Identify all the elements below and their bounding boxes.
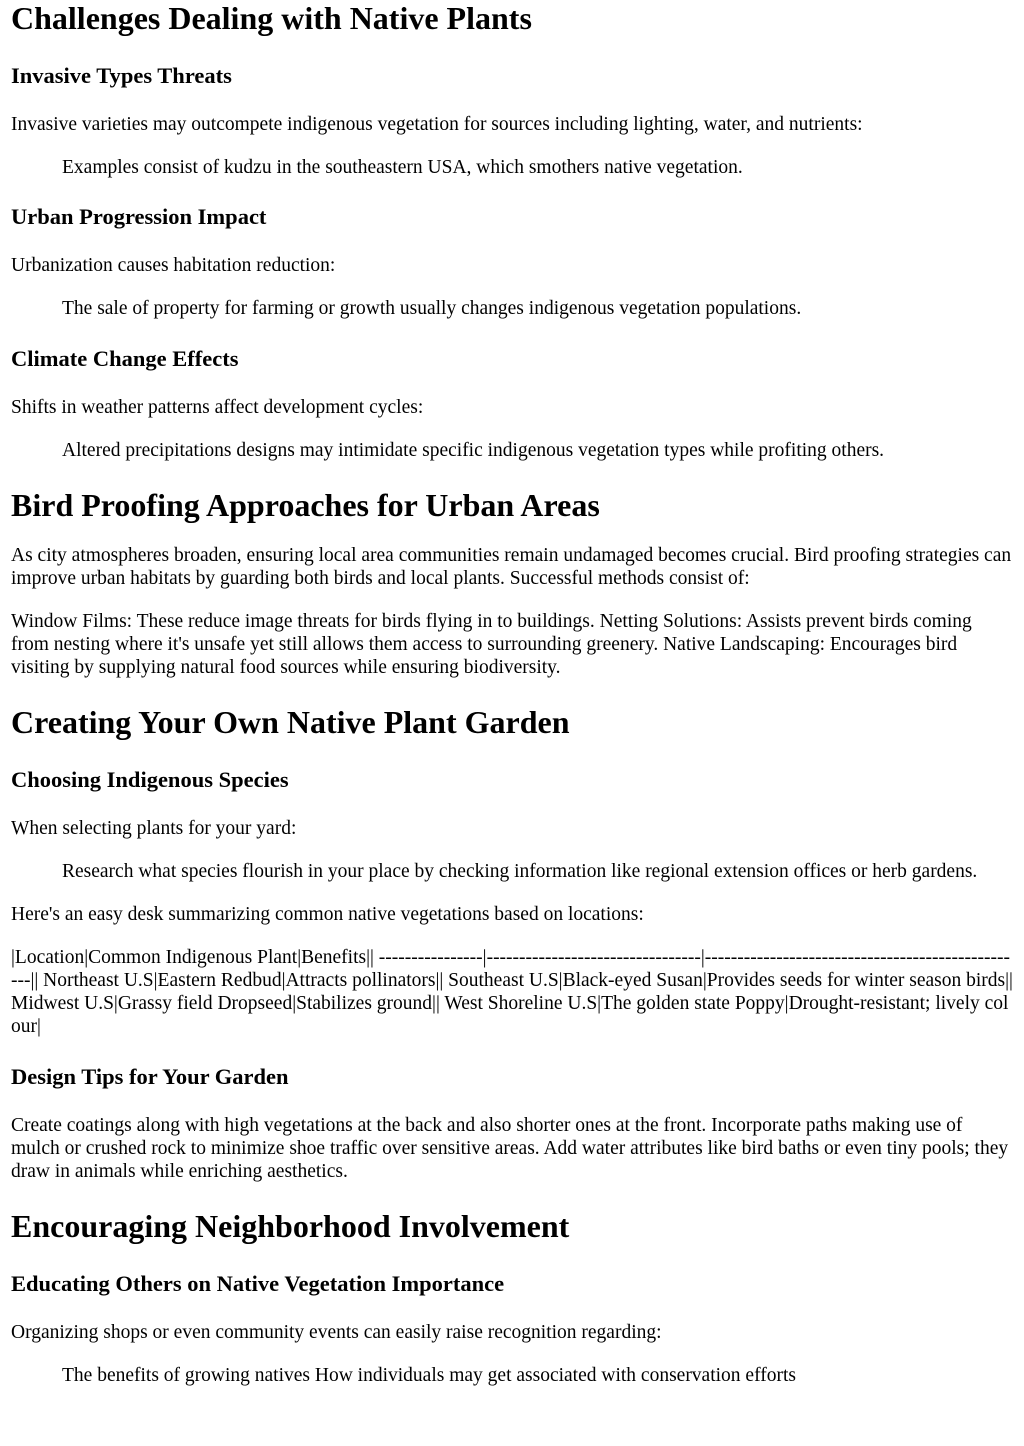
paragraph-table-intro: Here's an easy desk summarizing common native vegetations based on locations: [11,904,644,925]
section-heading-challenges: Challenges Dealing with Native Plants [11,0,532,36]
paragraph-educating-others: Organizing shops or even community events can easily raise recognition regarding: [11,1322,662,1343]
quote-climate-change: Altered precipitations designs may intimidate specific indigenous vegetation types while profiting others. [62,440,885,461]
paragraph-design-tips: Create coatings along with high vegetations at the back and also shorter ones at the front. Incorporate paths making use of mulch or crushed rock to minimize shoe traffic over sensitive areas. Add water attributes like bird baths or even tiny pools; they draw in animals while enriching aesthetics. [11,1115,1009,1182]
subheading-design-tips: Design Tips for Your Garden [11,1064,289,1089]
paragraph-climate-change: Shifts in weather patterns affect development cycles: [11,397,424,418]
section-heading-neighborhood: Encouraging Neighborhood Involvement [11,1208,570,1244]
paragraph-invasive-types: Invasive varieties may outcompete indigenous vegetation for sources including lighting, water, and nutrients: [11,114,863,135]
quote-urban-progression: The sale of property for farming or growth usually changes indigenous vegetation populations. [62,298,802,319]
subheading-climate-change: Climate Change Effects [11,346,239,371]
plant-table-text: |Location|Common Indigenous Plant|Benefits|| ----------------|---------------------------------|--------------------------------------------------|| Northeast U.S|Eastern Redbud|Attracts pollinators|| Southeast U.S|Black-eyed Susan|Provides seeds for winter season birds|| Midwest U.S|Grassy field Dropseed|Stabilizes ground|| West Shoreline U.S|The golden state Poppy|Drought-resistant; lively colour| [11,947,1013,1037]
section-heading-bird-proofing: Bird Proofing Approaches for Urban Areas [11,487,600,523]
quote-invasive-types: Examples consist of kudzu in the southeastern USA, which smothers native vegetation. [62,157,743,178]
subheading-urban-progression: Urban Progression Impact [11,204,267,229]
paragraph-urban-progression: Urbanization causes habitation reduction: [11,255,336,276]
quote-choosing-species: Research what species flourish in your place by checking information like regional extension offices or herb gardens. [62,861,978,882]
paragraph-bird-proofing-intro: As city atmospheres broaden, ensuring local area communities remain undamaged becomes crucial. Bird proofing strategies can improve urban habitats by guarding both birds and local plants. Successful methods consist of: [11,545,1012,589]
subheading-invasive-types: Invasive Types Threats [11,63,232,88]
section-heading-native-garden: Creating Your Own Native Plant Garden [11,704,570,740]
subheading-choosing-species: Choosing Indigenous Species [11,767,289,792]
paragraph-choosing-species: When selecting plants for your yard: [11,818,297,839]
paragraph-bird-proofing-methods: Window Films: These reduce image threats for birds flying in to buildings. Netting Solutions: Assists prevent birds coming from nesting where it's unsafe yet still allows them access to surrounding greenery. Native Landscaping: Encourages bird visiting by supplying natural food sources while ensuring biodiversity. [11,611,972,678]
quote-educating-others: The benefits of growing natives How individuals may get associated with conservation efforts [62,1365,796,1386]
subheading-educating-others: Educating Others on Native Vegetation Importance [11,1271,505,1296]
